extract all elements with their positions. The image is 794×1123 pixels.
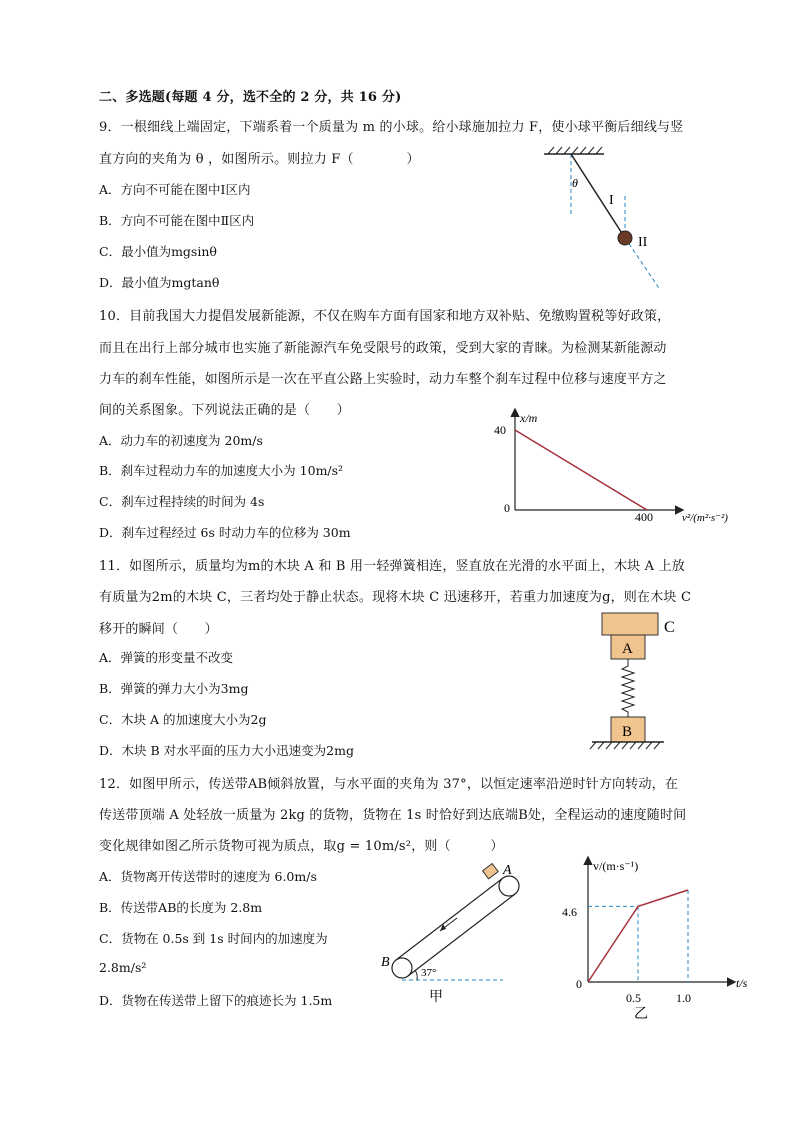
q11-stem-line-2: 有质量为2m的木块 C，三者均处于静止状态。现将木块 C 迅速移开，若重力加速度为g，则在木块 C (99, 590, 692, 605)
point-a-label: A (503, 863, 512, 878)
q11-option-d: D．木块 B 对水平面的压力大小迅速变为2mg (99, 743, 354, 758)
figure-jia-caption: 甲 (429, 990, 443, 1005)
q10-stem-line-4: 间的关系图象。下列说法正确的是（ ） (99, 403, 350, 418)
q10-stem-line-1: 10．目前我国大力提倡发展新能源，不仅在购车方面有国家和地方双补贴、免缴购置税等好政策， (99, 309, 671, 324)
q12-stem-line-2: 传送带顶端 A 处轻放一质量为 2kg 的货物，货物在 1s 时恰好到达底端B处，全程运动的速度随时间 (99, 808, 687, 823)
q10-option-b: B．刹车过程动力车的加速度大小为 10m/s² (99, 463, 344, 478)
q9-option-d: D．最小值为mgtanθ (99, 275, 220, 290)
point-b-label: B (381, 955, 390, 970)
q12-option-a: A．货物离开传送带时的速度为 6.0m/s (99, 869, 317, 884)
theta-label: θ (572, 176, 578, 190)
q10-stem-line-3: 力车的刹车性能，如图所示是一次在平直公路上实验时，动力车整个刹车过程中位移与速度平方之 (99, 372, 667, 387)
q12-stem-line-1: 12．如图甲所示，传送带AB倾斜放置，与水平面的夹角为 37°，以恒定速率沿逆时针方向转动，在 (99, 777, 679, 792)
q12-option-c: C．货物在 0.5s 到 1s 时间内的加速度为 (99, 931, 328, 946)
q11-stem-line-1: 11．如图所示，质量均为m的木块 A 和 B 用一轻弹簧相连，竖直放在光滑的水平面上，木块 A 上放 (99, 559, 685, 574)
y-axis-label: v/(m·s⁻¹) (593, 859, 639, 873)
section-title: 二、多选题(每题 4 分，选不全的 2 分，共 16 分) (99, 90, 402, 105)
x-tick-label-0-5: 0.5 (626, 991, 641, 1005)
series-line (515, 430, 647, 510)
figure-yi-caption: 乙 (634, 1007, 648, 1020)
y-tick-label: 40 (494, 423, 506, 437)
x-axis-label: v²/(m²·s⁻²) (682, 512, 728, 524)
string-line (571, 154, 625, 238)
x-tick-label: 400 (635, 510, 653, 524)
ball (618, 231, 632, 245)
block-b-label: B (622, 724, 633, 740)
spring (622, 659, 634, 717)
q11-spring-figure (584, 610, 694, 755)
block-c-label: C (664, 619, 675, 636)
q11-option-a: A．弹簧的形变量不改变 (99, 650, 234, 665)
q11-option-c: C．木块 A 的加速度大小为2g (99, 712, 267, 727)
q12-option-c-cont: 2.8m/s² (99, 960, 147, 975)
origin-label: 0 (504, 501, 510, 515)
region-2-label: II (638, 235, 648, 250)
ceiling-hatch (548, 147, 602, 154)
q10-stem-line-2: 而且在出行上部分城市也实施了新能源汽车免受限号的政策，受到大家的青睐。为检测某新能源动 (99, 341, 667, 356)
q9-stem-line-1: 9．一根细线上端固定，下端系着一个质量为 m 的小球。给小球施加拉力 F，使小球平衡后细线与竖 (99, 120, 684, 135)
y-tick-label: 4.6 (562, 905, 577, 919)
y-axis-label: x/m (520, 411, 538, 425)
q10-option-c: C．刹车过程持续的时间为 4s (99, 494, 265, 509)
q9-pendulum-figure (538, 146, 678, 296)
block-c (602, 613, 658, 635)
belt-upper (396, 878, 503, 960)
origin-label: 0 (576, 977, 582, 991)
belt-lower (408, 894, 515, 976)
cargo-box (483, 864, 499, 879)
q12-option-b: B．传送带AB的长度为 2.8m (99, 900, 263, 915)
q12-conveyor-figure (375, 858, 535, 1008)
q9-option-c: C．最小值为mgsinθ (99, 244, 217, 259)
q11-option-b: B．弹簧的弹力大小为3mg (99, 681, 249, 696)
block-a-label: A (622, 641, 633, 657)
x-tick-label-1-0: 1.0 (676, 991, 691, 1005)
q12-velocity-chart (556, 850, 766, 1020)
q10-option-a: A．动力车的初速度为 20m/s (99, 433, 263, 448)
q9-option-b: B．方向不可能在图中Ⅱ区内 (99, 213, 255, 228)
ground-hatch (590, 742, 660, 749)
q10-chart (490, 400, 740, 530)
x-axis-label: t/s (736, 976, 748, 990)
q9-stem-line-2: 直方向的夹角为 θ ，如图所示。则拉力 F（ ） (99, 152, 420, 167)
q12-stem-line-3: 变化规律如图乙所示货物可视为质点，取g = 10m/s²，则（ ） (99, 839, 504, 854)
q11-stem-line-3: 移开的瞬间（ ） (99, 622, 218, 637)
region-1-label: I (609, 193, 614, 208)
q10-option-d: D．刹车过程经过 6s 时动力车的位移为 30m (99, 525, 351, 540)
q9-option-a: A．方向不可能在图中Ⅰ区内 (99, 182, 251, 197)
angle-label: 37° (421, 967, 437, 979)
q12-option-d: D．货物在传送带上留下的痕迹长为 1.5m (99, 993, 333, 1008)
